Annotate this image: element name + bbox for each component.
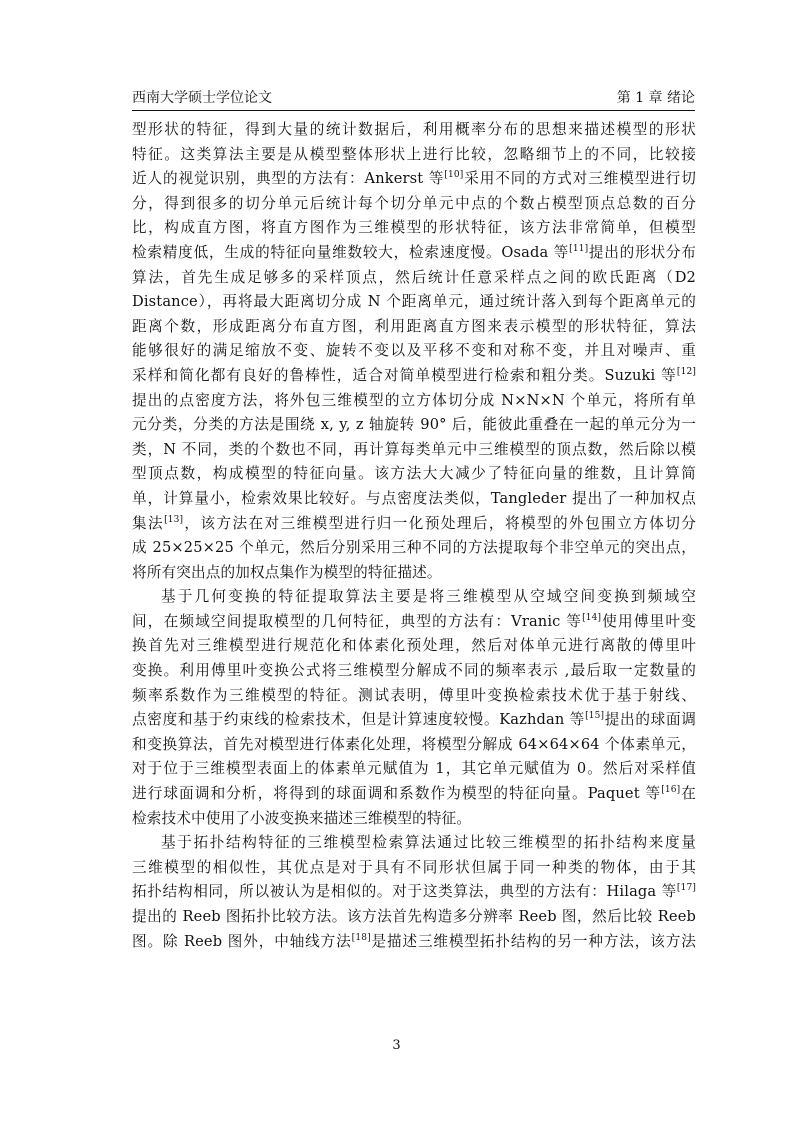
text-line: 比，构成直方图，将直方图作为三维模型的形状特征，该方法非常简单，但模型 <box>132 219 696 237</box>
text-line: 间，在频域空间提取模型的几何特征，典型的方法有：Vranic 等[14]使用傅里叶变 <box>132 612 696 630</box>
text-line: 特征。这类算法主要是从模型整体形状上进行比较，忽略细节上的不同，比较接 <box>132 145 696 163</box>
body-text <box>132 118 696 954</box>
text-line: 型形状的特征，得到大量的统计数据后，利用概率分布的思想来描述模型的形状 <box>132 121 696 138</box>
text-line: 点密度和基于约束线的检索技术，但是计算速度较慢。Kazhdan 等[15]提出的球面调 <box>132 711 696 729</box>
header-rule <box>132 110 695 111</box>
text-line: 算法，首先生成足够多的采样顶点，然后统计任意采样点之间的欧氏距离（D2 <box>132 268 696 286</box>
text-line: 和变换算法，首先对模型进行体素化处理，将模型分解成 64×64×64 个体素单元， <box>132 735 696 753</box>
text-line: 将所有突出点的加权点集作为模型的特征描述。 <box>132 563 442 581</box>
text-line: 换首先对三维模型进行规范化和体素化预处理，然后对体单元进行离散的傅里叶 <box>132 637 696 655</box>
running-header <box>132 88 695 108</box>
text-line: 分，得到很多的切分单元后统计每个切分单元中点的个数占模型顶点总数的百分 <box>132 194 696 212</box>
text-line: 型顶点数，构成模型的特征向量。该方法大大减少了特征向量的维数，且计算简 <box>132 465 696 483</box>
text-line: 提出的点密度方法，将外包三维模型的立方体切分成 N×N×N 个单元，将所有单 <box>132 391 696 409</box>
text-line: 图。除 Reeb 图外，中轴线方法[18]是描述三维模型拓扑结构的另一种方法，该方法 <box>132 932 696 950</box>
thesis-title-header: 西南大学硕士学位论文 <box>132 90 272 106</box>
text-line: 检索技术中使用了小波变换来描述三维模型的特征。 <box>132 809 472 827</box>
text-line: 集法[13]，该方法在对三维模型进行归一化预处理后，将模型的外包围立方体切分 <box>132 514 696 532</box>
text-line: 三维模型的相似性，其优点是对于具有不同形状但属于同一种类的物体，由于其 <box>132 858 696 876</box>
paragraph-first-line: 基于拓扑结构特征的三维模型检索算法通过比较三维模型的拓扑结构来度量 <box>161 834 696 852</box>
text-line: 能够很好的满足缩放不变、旋转不变以及平移不变和对称不变，并且对噪声、重 <box>132 342 696 360</box>
text-line: 频率系数作为三维模型的特征。测试表明，傅里叶变换检索技术优于基于射线、 <box>132 686 696 704</box>
text-line: 拓扑结构相同，所以被认为是相似的。对于这类算法，典型的方法有：Hilaga 等[17] <box>132 883 696 901</box>
text-line: 变换。利用傅里叶变换公式将三维模型分解成不同的频率表示 ,最后取一定数量的 <box>132 662 696 680</box>
text-line: 近人的视觉识别，典型的方法有：Ankerst 等[10]采用不同的方式对三维模型进行切 <box>132 170 696 188</box>
text-line: Distance），再将最大距离切分成 N 个距离单元，通过统计落入到每个距离单元的 <box>132 293 696 311</box>
text-line: 单，计算量小，检索效果比较好。与点密度法类似，Tangleder 提出了一种加权点 <box>132 489 696 507</box>
text-line: 采样和简化都有良好的鲁棒性，适合对简单模型进行检索和粗分类。Suzuki 等[12] <box>132 366 696 384</box>
text-line: 对于位于三维模型表面上的体素单元赋值为 1，其它单元赋值为 0。然后对采样值 <box>132 760 696 778</box>
text-line: 检索精度低，生成的特征向量维数较大，检索速度慢。Osada 等[11]提出的形状分布 <box>132 243 696 261</box>
text-line: 元分类，分类的方法是围绕 x, y, z 轴旋转 90° 后，能彼此重叠在一起的单元分为一 <box>132 416 696 434</box>
text-line: 提出的 Reeb 图拓扑比较方法。该方法首先构造多分辨率 Reeb 图，然后比较 Reeb <box>132 908 696 925</box>
text-line: 进行球面调和分析，将得到的球面调和系数作为模型的特征向量。Paquet 等[16]在 <box>132 785 696 803</box>
text-line: 成 25×25×25 个单元，然后分别采用三种不同的方法提取每个非空单元的突出点， <box>132 539 696 557</box>
chapter-header: 第 1 章 绪论 <box>616 90 695 106</box>
text-line: 距离个数，形成距离分布直方图，利用距离直方图来表示模型的形状特征，算法 <box>132 317 696 335</box>
page-number: 3 <box>392 1038 401 1053</box>
paragraph-first-line: 基于几何变换的特征提取算法主要是将三维模型从空域空间变换到频域空 <box>161 588 696 606</box>
text-line: 类，N 不同，类的个数也不同，再计算每类单元中三维模型的顶点数，然后除以模 <box>132 440 696 458</box>
